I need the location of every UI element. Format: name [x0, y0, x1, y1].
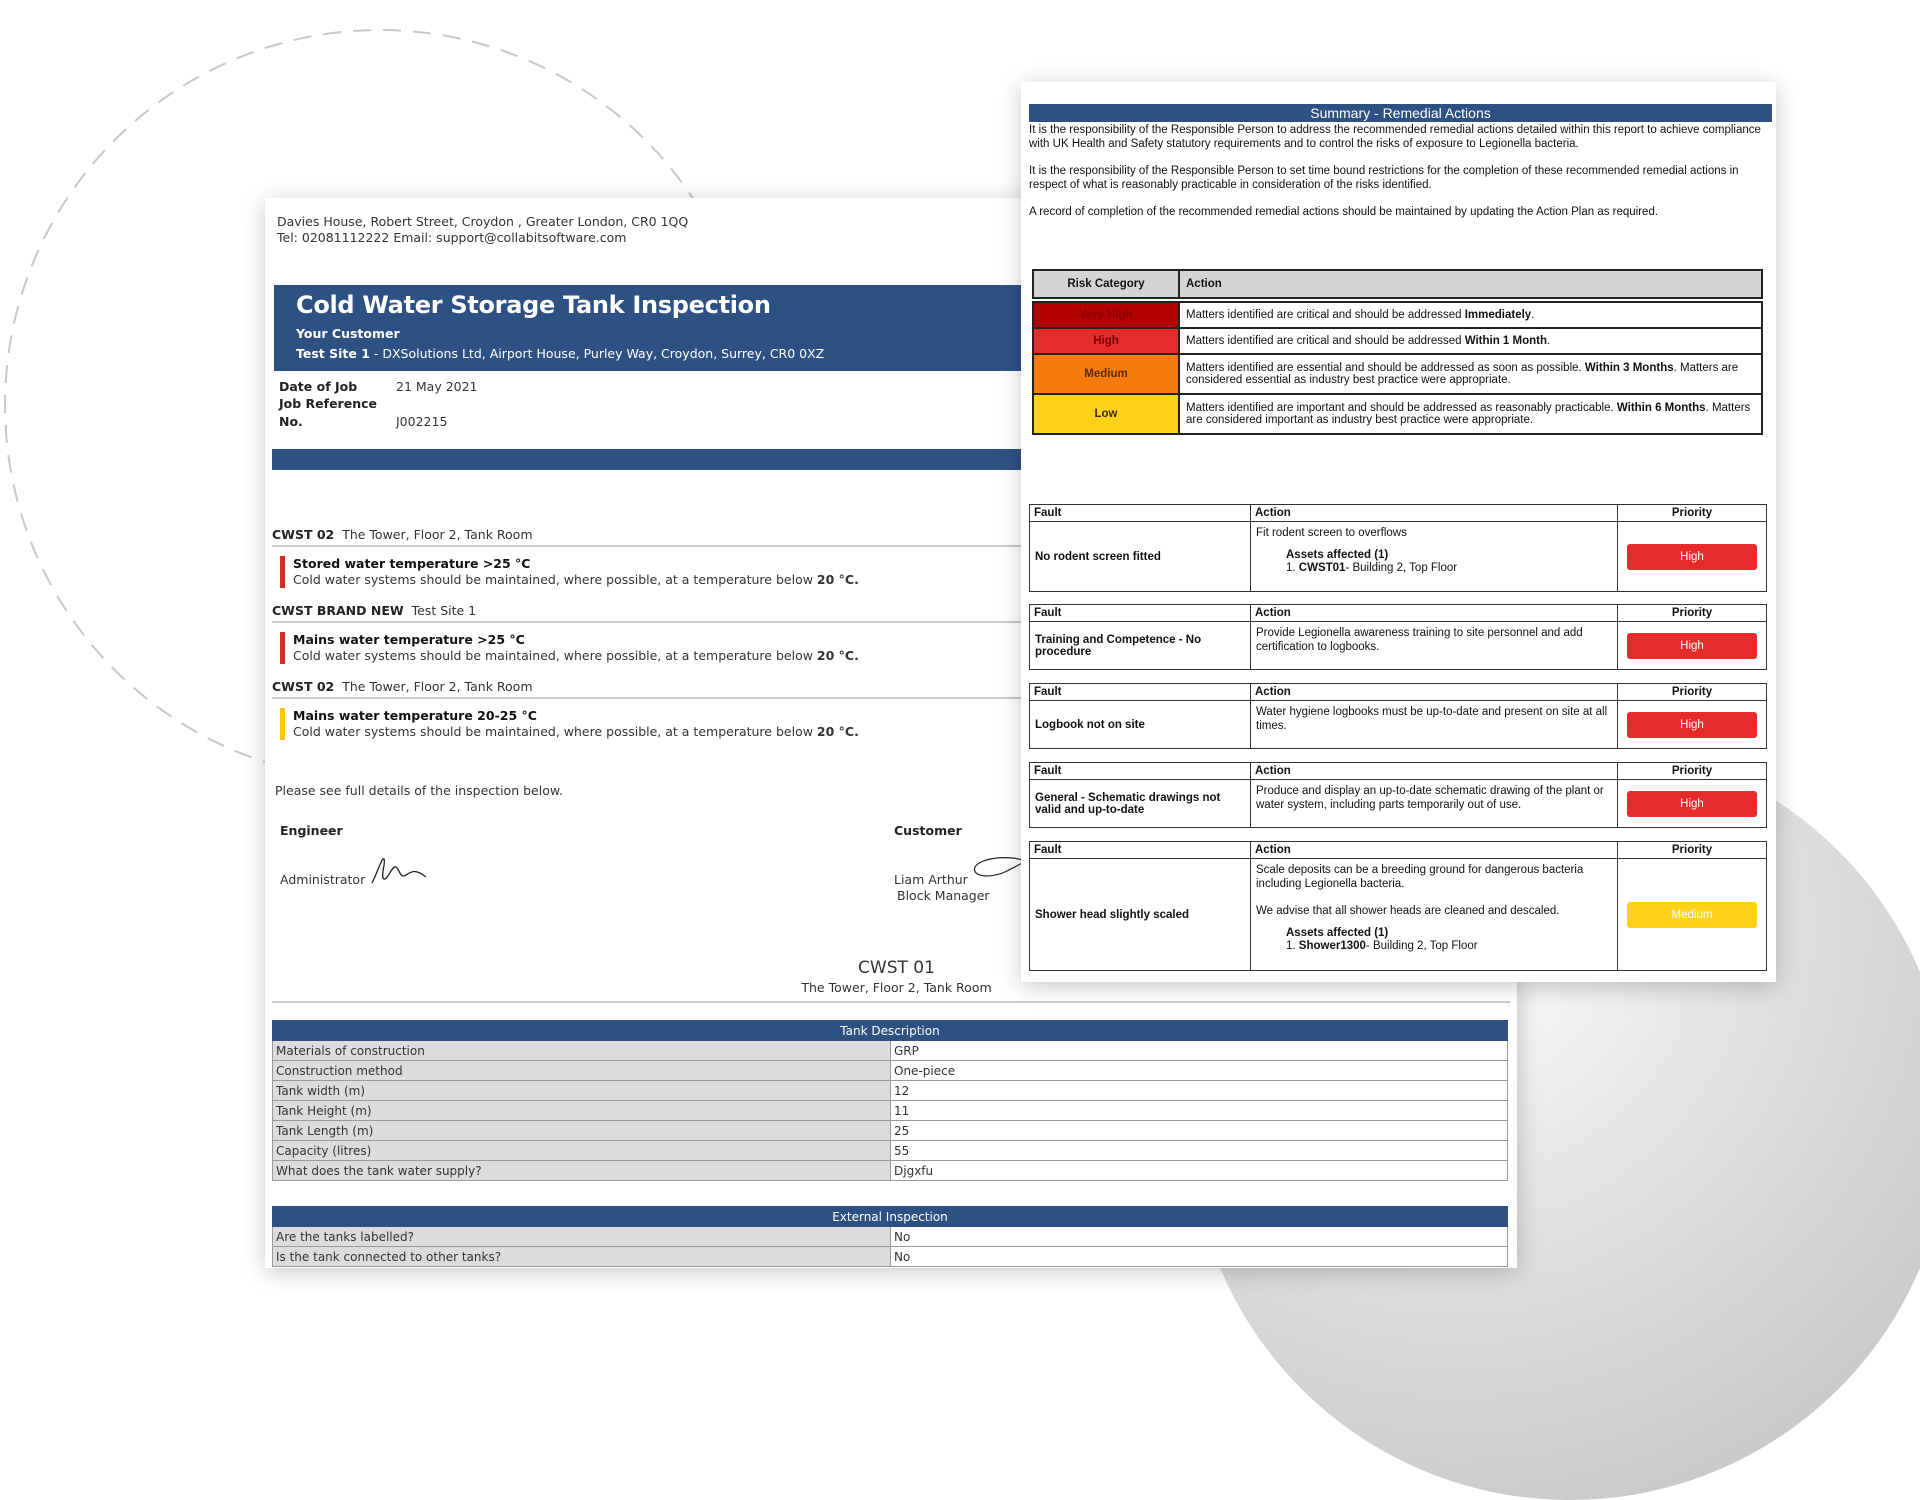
- tank-description-title: Tank Description: [273, 1021, 1508, 1041]
- priority-badge: High: [1627, 633, 1757, 659]
- job-info: [279, 378, 478, 432]
- engineer-name: Administrator: [280, 872, 366, 887]
- fault-action-text: We advise that all shower heads are cleaned and descaled.: [1256, 905, 1560, 917]
- issue-temp: 20 °C.: [816, 648, 859, 663]
- site-name: Test Site 1: [296, 346, 370, 361]
- summary-paragraph: A record of completion of the recommended remedial actions should be maintained by updating the Action Plan as required.: [1029, 206, 1659, 218]
- risk-action: [1179, 328, 1762, 354]
- engineer-signature: [370, 853, 430, 889]
- risk-category: High: [1033, 328, 1179, 354]
- risk-category: Very High: [1033, 302, 1179, 328]
- asset-location: The Tower, Floor 2, Tank Room: [342, 527, 533, 542]
- asset-id: CWST BRAND NEW: [272, 603, 404, 618]
- table-row: [273, 1227, 1508, 1247]
- tank-description-table: [272, 1020, 1508, 1181]
- risk-action-text: Matters identified are critical and should be addressed: [1186, 309, 1465, 321]
- customer-name: Your Customer: [296, 326, 400, 341]
- customer-signatory-role: Block Manager: [897, 888, 990, 903]
- asset-id: CWST 02: [272, 527, 335, 542]
- customer-signatory-name: Liam Arthur: [894, 872, 968, 887]
- issue-note-text: Cold water systems should be maintained, where possible, at a temperature below: [293, 648, 817, 663]
- risk-timeframe: Within 1 Month: [1464, 335, 1548, 347]
- fault-table: [1029, 504, 1767, 592]
- fault-action: Provide Legionella awareness training to site personnel and add certification to logbooks.: [1251, 622, 1618, 670]
- ref-value: J002215: [396, 414, 448, 429]
- summary-remedial-actions-page: [1021, 82, 1776, 982]
- asset-id: Shower1300: [1298, 940, 1366, 952]
- field-label: Tank Length (m): [273, 1121, 891, 1141]
- action-header: Action: [1251, 605, 1618, 622]
- risk-category: Medium: [1033, 354, 1179, 394]
- engineer-label: Engineer: [280, 823, 343, 838]
- company-header: [277, 214, 688, 246]
- field-label: Materials of construction: [273, 1041, 891, 1061]
- assets-heading: Assets affected (1): [1286, 548, 1389, 561]
- fault-table: [1029, 841, 1767, 971]
- table-row: [273, 1061, 1508, 1081]
- issue-note-text: Cold water systems should be maintained, where possible, at a temperature below: [293, 724, 817, 739]
- assets-affected: [1286, 549, 1612, 576]
- risk-action-text: Matters identified are important and should be addressed as reasonably practicable.: [1186, 402, 1617, 414]
- external-inspection-table: [272, 1206, 1508, 1267]
- fault-name: Logbook not on site: [1030, 701, 1251, 749]
- field-label: Construction method: [273, 1061, 891, 1081]
- site-address: - DXSolutions Ltd, Airport House, Purley Way, Croydon, Surrey, CR0 0XZ: [369, 346, 825, 361]
- issue-title: Mains water temperature >25 °C: [293, 632, 525, 647]
- priority-header: Priority: [1618, 842, 1767, 859]
- summary-title: Summary - Remedial Actions: [1029, 104, 1772, 122]
- summary-paragraph: It is the responsibility of the Responsible Person to set time bound restrictions for the completion of these recommended remedial actions in respect of what is reasonably practicable in consideration of the risks identified.: [1029, 165, 1739, 191]
- priority-cell: [1618, 622, 1767, 670]
- asset-number: 1.: [1286, 940, 1299, 952]
- risk-action-tail: .: [1547, 335, 1551, 347]
- fault-name: General - Schematic drawings not valid and up-to-date: [1030, 780, 1251, 828]
- fault-action: Produce and display an up-to-date schematic drawing of the plant or water system, including parts temporarily out of use.: [1251, 780, 1618, 828]
- table-row: [273, 1041, 1508, 1061]
- fault-action: [1251, 522, 1618, 592]
- asset-entry: [1286, 940, 1612, 954]
- asset-location: - Building 2, Top Floor: [1345, 562, 1458, 574]
- fault-name: Shower head slightly scaled: [1030, 859, 1251, 971]
- table-row: [273, 1247, 1508, 1267]
- field-value: 11: [891, 1101, 1508, 1121]
- company-contact: Tel: 02081112222 Email: support@collabitsoftware.com: [277, 230, 627, 245]
- priority-cell: [1618, 859, 1767, 971]
- priority-badge: High: [1627, 791, 1757, 817]
- please-note: Please see full details of the inspection below.: [275, 783, 563, 798]
- field-value: 55: [891, 1141, 1508, 1161]
- fault-header: Fault: [1030, 505, 1251, 522]
- table-row: [273, 1161, 1508, 1181]
- asset-id: CWST01: [1298, 562, 1346, 574]
- cwst-location: The Tower, Floor 2, Tank Room: [801, 980, 992, 995]
- assets-affected: [1286, 927, 1612, 954]
- risk-row: [1033, 394, 1762, 434]
- fault-header: Fault: [1030, 763, 1251, 780]
- site-line: [296, 346, 824, 361]
- asset-location: - Building 2, Top Floor: [1365, 940, 1478, 952]
- field-label: Capacity (litres): [273, 1141, 891, 1161]
- field-label: Tank width (m): [273, 1081, 891, 1101]
- risk-category-table: [1032, 269, 1763, 435]
- field-value: One-piece: [891, 1061, 1508, 1081]
- asset-number: 1.: [1286, 562, 1299, 574]
- field-label: Tank Height (m): [273, 1101, 891, 1121]
- customer-label: Customer: [894, 823, 962, 838]
- asset-entry: [1286, 562, 1612, 576]
- summary-paragraph: It is the responsibility of the Responsible Person to address the recommended remedial actions detailed within this report to achieve compliance with UK Health and Safety statutory requirements and to control the risks of exposure to Legionella bacteria.: [1029, 124, 1761, 150]
- risk-action-tail: . Matters are considered essential as industry best practice were appropriate.: [1186, 362, 1739, 386]
- risk-category: Low: [1033, 394, 1179, 434]
- issue-note-text: Cold water systems should be maintained, where possible, at a temperature below: [293, 572, 817, 587]
- asset-id: CWST 02: [272, 679, 335, 694]
- risk-action: [1179, 354, 1762, 394]
- issue-title: Mains water temperature 20-25 °C: [293, 708, 537, 723]
- report-title: Cold Water Storage Tank Inspection: [296, 291, 771, 319]
- fault-table: [1029, 604, 1767, 670]
- risk-timeframe: Within 6 Months: [1616, 402, 1706, 414]
- risk-action-text: Matters identified are critical and should be addressed: [1186, 335, 1465, 347]
- action-header: Action: [1251, 505, 1618, 522]
- priority-badge: Medium: [1627, 902, 1757, 928]
- fault-header: Fault: [1030, 605, 1251, 622]
- risk-row: [1033, 302, 1762, 328]
- risk-action-tail: .: [1531, 309, 1535, 321]
- field-value: No: [891, 1247, 1508, 1267]
- risk-row: [1033, 354, 1762, 394]
- priority-cell: [1618, 780, 1767, 828]
- action-header: Action: [1251, 842, 1618, 859]
- priority-badge: High: [1627, 544, 1757, 570]
- priority-badge: High: [1627, 712, 1757, 738]
- field-label: Is the tank connected to other tanks?: [273, 1247, 891, 1267]
- table-row: [273, 1121, 1508, 1141]
- fault-table: [1029, 683, 1767, 749]
- table-row: [273, 1141, 1508, 1161]
- action-header: Action: [1251, 763, 1618, 780]
- fault-header: Fault: [1030, 684, 1251, 701]
- field-value: 25: [891, 1121, 1508, 1141]
- table-row: [273, 1081, 1508, 1101]
- field-label: Are the tanks labelled?: [273, 1227, 891, 1247]
- asset-location: The Tower, Floor 2, Tank Room: [342, 679, 533, 694]
- date-label: Date of Job: [279, 379, 358, 394]
- cwst-title: CWST 01: [858, 958, 935, 978]
- external-inspection-title: External Inspection: [273, 1207, 1508, 1227]
- risk-row: [1033, 328, 1762, 354]
- field-value: 12: [891, 1081, 1508, 1101]
- fault-action: [1251, 859, 1618, 971]
- priority-cell: [1618, 522, 1767, 592]
- customer-signature: [971, 853, 1027, 889]
- field-value: No: [891, 1227, 1508, 1247]
- issue-temp: 20 °C.: [816, 572, 859, 587]
- risk-action: [1179, 302, 1762, 328]
- fault-action-text: Fit rodent screen to overflows: [1256, 527, 1407, 539]
- table-row: [273, 1101, 1508, 1121]
- risk-timeframe: Immediately: [1464, 309, 1532, 321]
- priority-header: Priority: [1618, 605, 1767, 622]
- fault-table: [1029, 762, 1767, 828]
- risk-action: [1179, 394, 1762, 434]
- assets-heading: Assets affected (1): [1286, 926, 1389, 939]
- field-value: Djgxfu: [891, 1161, 1508, 1181]
- ref-label: Job Reference No.: [279, 396, 377, 429]
- company-address: Davies House, Robert Street, Croydon , Greater London, CR0 1QQ: [277, 214, 689, 229]
- fault-header: Fault: [1030, 842, 1251, 859]
- fault-action: Water hygiene logbooks must be up-to-date and present on site at all times.: [1251, 701, 1618, 749]
- issue-title: Stored water temperature >25 °C: [293, 556, 531, 571]
- risk-action-tail: . Matters are considered important as industry best practice were appropriate.: [1186, 402, 1751, 426]
- fault-action-text: Scale deposits can be a breeding ground for dangerous bacteria including Legionella bacteria.: [1256, 864, 1584, 890]
- priority-header: Priority: [1618, 505, 1767, 522]
- risk-action-header: Action: [1179, 270, 1762, 298]
- summary-intro: [1029, 124, 1769, 234]
- fault-name: Training and Competence - No procedure: [1030, 622, 1251, 670]
- priority-header: Priority: [1618, 763, 1767, 780]
- divider: [272, 1001, 1510, 1003]
- priority-header: Priority: [1618, 684, 1767, 701]
- action-header: Action: [1251, 684, 1618, 701]
- risk-timeframe: Within 3 Months: [1584, 362, 1674, 374]
- issue-temp: 20 °C.: [816, 724, 859, 739]
- risk-category-header: Risk Category: [1033, 270, 1179, 298]
- asset-location: Test Site 1: [411, 603, 477, 618]
- field-value: GRP: [891, 1041, 1508, 1061]
- field-label: What does the tank water supply?: [273, 1161, 891, 1181]
- priority-cell: [1618, 701, 1767, 749]
- fault-name: No rodent screen fitted: [1030, 522, 1251, 592]
- risk-action-text: Matters identified are essential and should be addressed as soon as possible.: [1186, 362, 1585, 374]
- date-value: 21 May 2021: [396, 379, 478, 394]
